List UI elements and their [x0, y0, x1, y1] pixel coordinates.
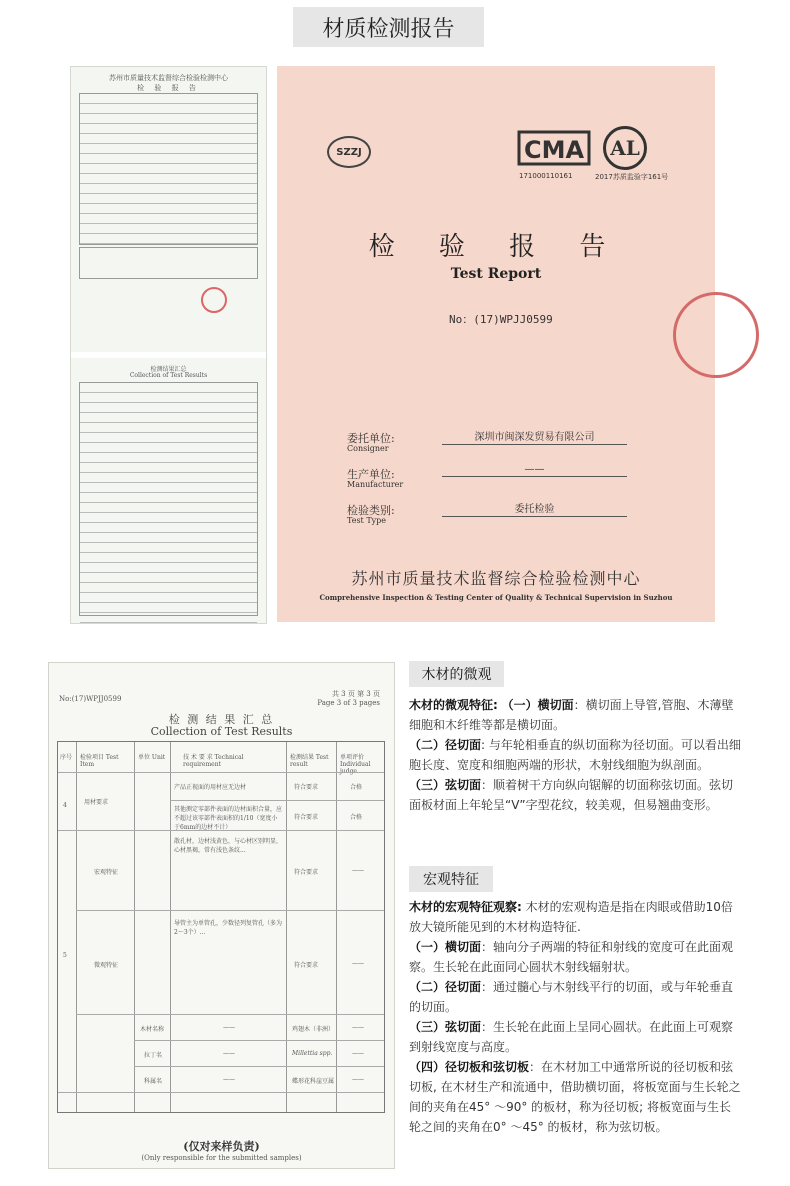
row-judge-macro: —— [352, 867, 364, 874]
header-no: 序号 [60, 754, 73, 761]
macro-p2-text: ：通过髓心与木射线平行的切面，或与年轮垂直的切面。 [409, 980, 734, 1014]
report-title-cn: 检 验 报 告 [368, 232, 624, 262]
macro-p1-title: （一）横切面 [409, 940, 482, 954]
row-no-4: 4 [63, 802, 67, 809]
cma-text: CMA [523, 136, 585, 164]
macro-section [409, 897, 741, 1137]
szzj-logo-icon: SZZJ [327, 136, 371, 168]
micro-p1-text: ：横切面上导管,管胞、木薄壁细胞和木纤维等都是横切面。 [409, 698, 734, 732]
row-result-2: 符合要求 [294, 814, 319, 821]
test-results-sheet [48, 662, 395, 1169]
sheet-page-cn: 共 3 页 第 3 页 [331, 690, 380, 698]
report-title-en: Test Report [450, 266, 542, 282]
scan-summary-title: 检测结果汇总 [150, 366, 187, 373]
row-item-wood-name: 木材名称 [140, 1026, 165, 1033]
manufacturer-label-en: Manufacturer [347, 480, 404, 489]
row-result-micro: 符合要求 [294, 962, 319, 969]
test-type-value: 委托检验 [442, 500, 627, 517]
red-stamp-icon [201, 287, 227, 313]
red-seal-icon [673, 292, 759, 378]
macro-p2-title: （二）径切面 [409, 980, 482, 994]
macro-p4-title: （四）径切板和弦切板 [409, 1060, 530, 1074]
cal-number: 2017苏质监验字161号 [595, 173, 669, 181]
scan-info-grid [79, 93, 258, 245]
report-number: No：(17)WPJJ0599 [449, 313, 553, 326]
test-type-label: 检验类别: [347, 504, 395, 517]
row-judge-2: 合格 [350, 814, 363, 821]
micro-p1-title: （一）横切面 [501, 698, 574, 712]
cma-logo-icon [517, 128, 591, 168]
manufacturer-value: —— [442, 464, 627, 477]
cma-number: 171000110161 [519, 172, 573, 180]
sheet-title-en: Collection of Test Results [150, 725, 293, 738]
row-req-wood-name: —— [223, 1024, 235, 1031]
micro-p2-text: : 与年轮相垂直的纵切面称为径切面。可以看出细胞长度、宽度和细胞两端的形状，木射线细胞为纵剖面。 [409, 738, 741, 772]
scan-summary-title-en: Collection of Test Results [129, 372, 208, 379]
row-result-wood-name: 鸡翅木（非洲） [292, 1026, 335, 1033]
cal-logo-icon: AL [603, 126, 647, 170]
sheet-footer-en: (Only responsible for the submitted samples) [141, 1154, 302, 1162]
scan-conclusion-box [79, 247, 258, 279]
sheet-footer-cn: (仅对来样负责) [183, 1140, 260, 1153]
row-result-macro: 符合要求 [294, 869, 319, 876]
micro-p2-title: （二）径切面 [409, 738, 482, 752]
page-title: 材质检测报告 [293, 7, 484, 47]
consigner-label: 委托单位: [347, 432, 395, 445]
header-judge: 单项评价 Individual judge [340, 754, 371, 775]
row-req-1: 产品正视面的用材应无边材 [174, 784, 247, 791]
row-req-macro: 散孔材，边材浅黄色，与心材区别明显，心材黑褐，常有浅色条纹... [174, 838, 283, 854]
macro-p3-title: （三）弦切面 [409, 1020, 482, 1034]
row-no-5: 5 [63, 952, 67, 959]
header-result: 检测结果 Test result [290, 754, 329, 768]
macro-heading: 宏观特征 [409, 866, 493, 892]
row-item-family: 科属名 [144, 1078, 163, 1085]
report-cover [277, 66, 715, 622]
row-result-latin: Millettia spp. [292, 1050, 333, 1057]
scan-doc-title: 检 验 报 告 [137, 84, 200, 92]
macro-lead-title: 木材的宏观特征观察: [409, 900, 522, 914]
scanned-report-image [70, 66, 267, 624]
header-requirement: 技 术 要 求 Technical requirement [183, 754, 244, 768]
row-req-family: —— [223, 1076, 235, 1083]
macro-p1-text: ：轴向分子两端的特征和射线的宽度可在此面观察。生长轮在此面同心圆状木射线辐射状。 [409, 940, 734, 974]
manufacturer-label: 生产单位: [347, 468, 395, 481]
sheet-page-info [317, 689, 380, 707]
sheet-report-no: No:(17)WPJJ0599 [59, 695, 122, 703]
row-judge-1: 合格 [350, 784, 363, 791]
macro-p3-text: ：生长轮在此面上呈同心圆状。在此面上可观察到射线宽度与高度。 [409, 1020, 734, 1054]
row-req-2: 其他测定零部件表面的边材面积合量，应不超过该零部件表面积的1/10（宽度小于6mm的边材不计） [174, 806, 283, 831]
scan-summary-grid [79, 382, 258, 616]
sheet-page-en: Page 3 of 3 pages [317, 699, 380, 707]
org-name-en: Comprehensive Inspection & Testing Center of Quality & Technical Supervision in Suzhou [319, 593, 673, 602]
row-item-micro: 微观特征 [94, 962, 119, 969]
micro-heading: 木材的微观 [409, 661, 504, 687]
row-judge-latin: —— [352, 1050, 364, 1057]
micro-p3-title: （三）弦切面 [409, 778, 482, 792]
row-judge-family: —— [352, 1076, 364, 1083]
test-type-label-en: Test Type [347, 516, 387, 525]
consigner-label-en: Consigner [347, 444, 389, 453]
row-req-micro: 导管主为单管孔，少数径列复管孔（多为2～3个）... [174, 920, 283, 936]
row-item-latin: 拉丁名 [144, 1052, 163, 1059]
micro-lead: 木材的微观特征: [409, 698, 498, 712]
consigner-value: 深圳市闽深发贸易有限公司 [442, 428, 627, 445]
row-item-material: 用材要求 [84, 799, 109, 806]
header-item: 检验项目 Test Item [80, 754, 119, 768]
macro-p4-text: ：在木材加工中通常所说的径切板和弦切板, 在木材生产和流通中，借助横切面，将板宽面与生长轮之间的夹角在45° ～90° 的板材，称为径切板; 将板宽面与生长轮之间的夹角在0° ～45° 的板材，称为弦切板。 [409, 1060, 741, 1134]
results-table [57, 741, 385, 1113]
org-name-cn: 苏州市质量技术监督综合检验检测中心 [351, 569, 641, 588]
scan-center-name: 苏州市质量技术监督综合检验检测中心 [109, 74, 228, 82]
row-result-1: 符合要求 [294, 784, 319, 791]
micro-p3-text: ：顺着树干方向纵向锯解的切面称弦切面。弦切面板材面上年轮呈“V”字型花纹，较美观，但易翘曲变形。 [409, 778, 734, 812]
row-judge-micro: —— [352, 960, 364, 967]
micro-section [409, 695, 741, 815]
row-item-macro: 宏观特征 [94, 869, 119, 876]
row-req-latin: —— [223, 1050, 235, 1057]
sheet-title-cn: 检 测 结 果 汇 总 [168, 713, 275, 726]
header-unit: 单位 Unit [138, 754, 166, 761]
macro-lead-text: 木材的宏观构造是指在肉眼或借助10倍放大镜所能见到的木材构造特征. [409, 900, 733, 934]
row-judge-wood-name: —— [352, 1024, 364, 1031]
row-result-family: 蝶形花科崖豆属 [292, 1078, 335, 1085]
